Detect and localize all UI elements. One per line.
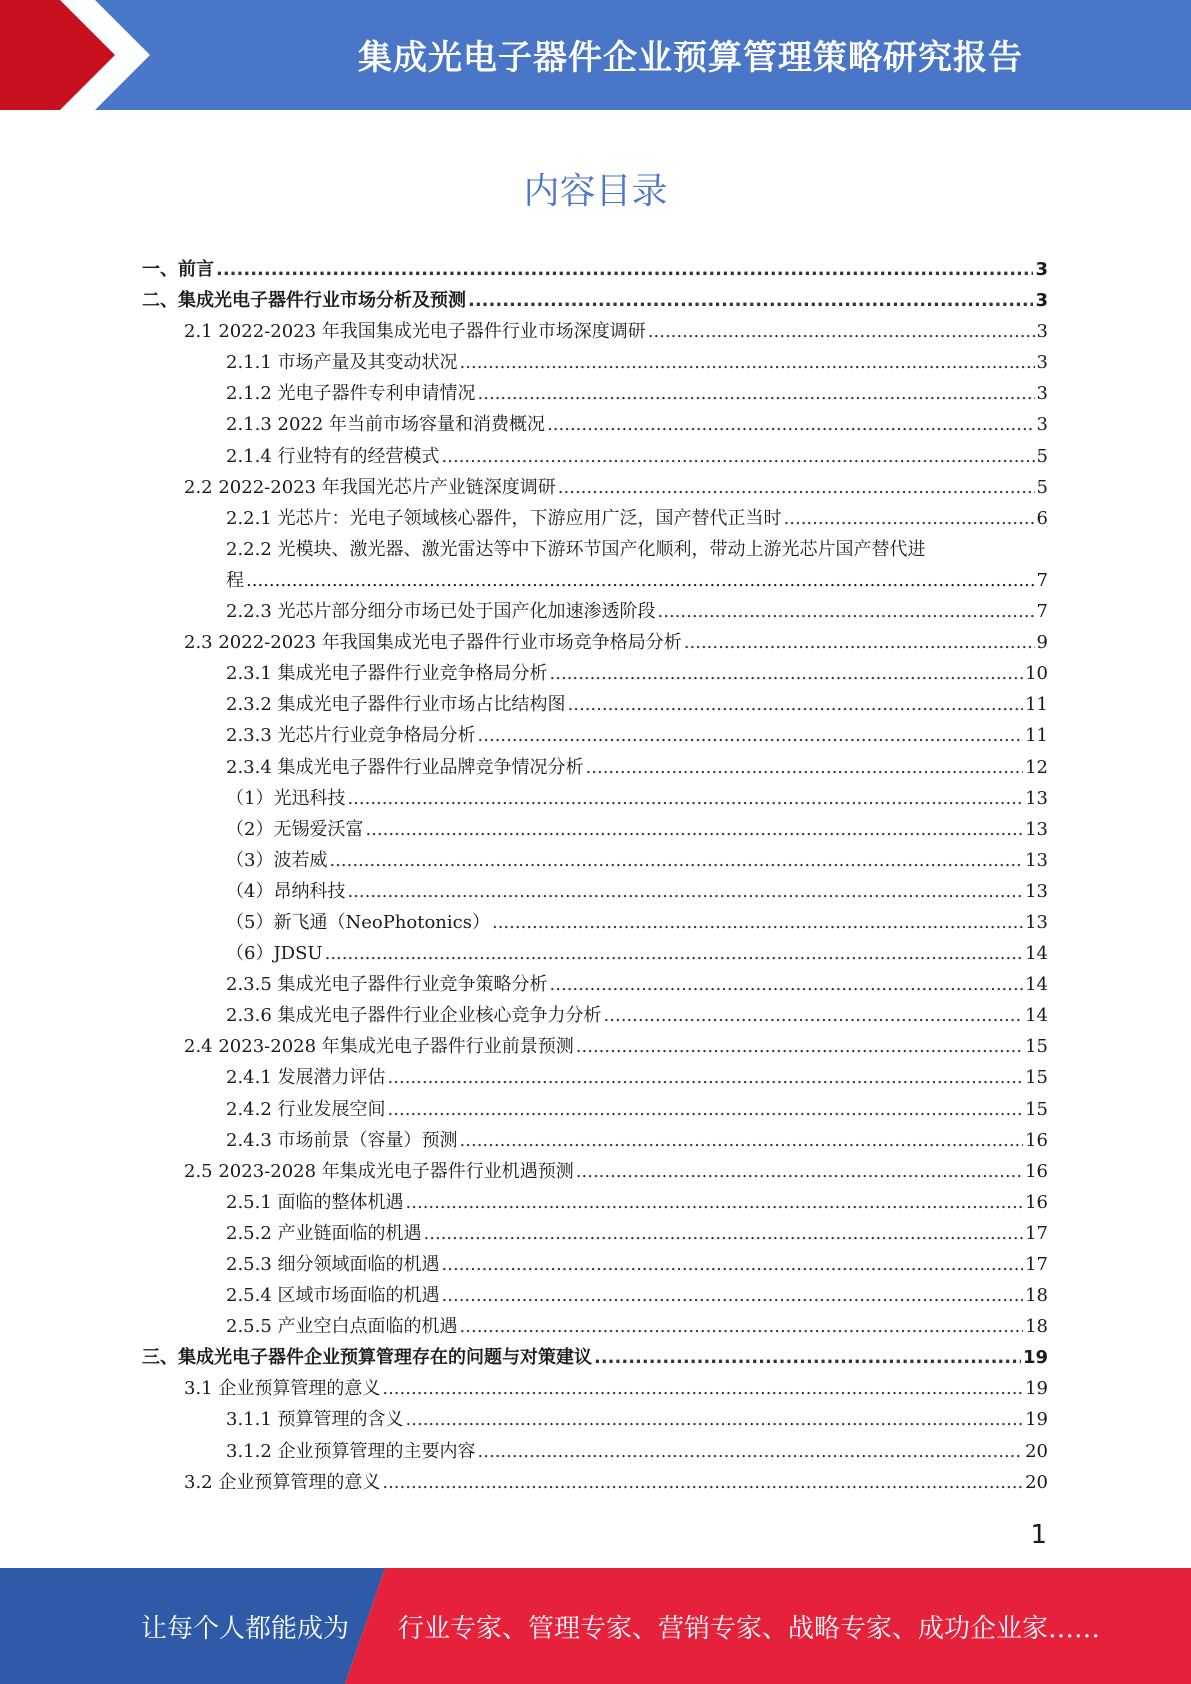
toc-heading: 内容目录 <box>523 171 668 212</box>
toc-entry-text: 2.2.1 光芯片：光电子领域核心器件，下游应用广泛，国产替代正当时 <box>226 507 782 529</box>
toc-leader-dots <box>325 938 1023 969</box>
toc-entry-text: （4）昂纳科技 <box>226 880 346 902</box>
toc-leader-dots <box>442 1280 1024 1311</box>
toc-leader-dots <box>347 876 1023 907</box>
toc-entry[interactable] <box>142 1280 1048 1311</box>
toc-page-number: 11 <box>1025 725 1048 747</box>
toc-page-number: 3 <box>1036 383 1048 405</box>
toc-leader-dots <box>558 472 1035 503</box>
toc-entry-text: （2）无锡爱沃富 <box>226 818 364 840</box>
toc-leader-dots <box>460 1125 1024 1156</box>
toc-entry[interactable] <box>142 316 1048 347</box>
toc-leader-dots <box>388 1094 1024 1125</box>
toc-entry-text: （5）新飞通（NeoPhotonics） <box>226 911 490 933</box>
header-banner <box>0 0 1191 110</box>
arrow-chevron-icon <box>0 0 160 110</box>
toc-page-number: 7 <box>1036 569 1048 591</box>
toc-leader-dots <box>568 689 1024 720</box>
toc-leader-dots <box>442 441 1035 472</box>
toc-entry[interactable] <box>142 876 1048 907</box>
toc-page-number: 14 <box>1025 1005 1048 1027</box>
toc-leader-dots <box>784 503 1035 534</box>
toc-page-number: 18 <box>1025 1285 1048 1307</box>
toc-entry[interactable] <box>142 720 1048 751</box>
toc-entry[interactable] <box>142 1467 1048 1498</box>
toc-leader-dots <box>329 845 1023 876</box>
toc-entry[interactable] <box>142 1218 1048 1249</box>
toc-page-number: 19 <box>1025 1409 1048 1431</box>
toc-page-number: 13 <box>1025 849 1048 871</box>
toc-entry[interactable] <box>142 658 1048 689</box>
toc-entry[interactable] <box>142 503 1048 534</box>
toc-page-number: 16 <box>1025 1191 1048 1213</box>
toc-page-number: 3 <box>1035 290 1048 312</box>
toc-leader-dots <box>648 316 1035 347</box>
toc-page-number: 13 <box>1025 818 1048 840</box>
toc-page-number: 16 <box>1025 1129 1048 1151</box>
toc-leader-dots <box>406 1187 1024 1218</box>
toc-entry-text: 2.3 2022-2023 年我国集成光电子器件行业市场竞争格局分析 <box>184 632 682 654</box>
toc-entry-text: 3.2 企业预算管理的意义 <box>184 1471 381 1493</box>
toc-entry[interactable] <box>142 1000 1048 1031</box>
toc-entry-text: 一、前言 <box>142 259 214 280</box>
toc-entry[interactable] <box>142 1404 1048 1435</box>
toc-page-number: 5 <box>1036 445 1048 467</box>
toc-entry[interactable] <box>142 285 1048 316</box>
toc-entry-text: 2.3.5 集成光电子器件行业竞争策略分析 <box>226 974 548 996</box>
toc-leader-dots <box>424 1218 1024 1249</box>
toc-entry-text: 2.3.1 集成光电子器件行业竞争格局分析 <box>226 663 548 685</box>
toc-entry-text: 2.1.2 光电子器件专利申请情况 <box>226 383 476 405</box>
toc-page-number: 19 <box>1025 1378 1048 1400</box>
toc-entry-text: 2.5.2 产业链面临的机遇 <box>226 1222 422 1244</box>
toc-leader-dots <box>547 409 1034 440</box>
toc-entry-text: 2.3.4 集成光电子器件行业品牌竞争情况分析 <box>226 756 584 778</box>
toc-leader-dots <box>216 254 1033 285</box>
footer-slogan-left: 让每个人都能成为 <box>141 1613 350 1644</box>
toc-entry[interactable] <box>142 938 1048 969</box>
toc-page-number: 3 <box>1036 321 1048 343</box>
toc-leader-dots <box>586 752 1024 783</box>
toc-entry[interactable] <box>142 752 1048 783</box>
toc-page-number: 13 <box>1025 911 1048 933</box>
toc-leader-dots <box>460 347 1035 378</box>
toc-entry-text: （6）JDSU <box>226 943 323 965</box>
toc-page-number: 16 <box>1025 1160 1048 1182</box>
toc-leader-dots <box>594 1342 1021 1373</box>
toc-entry-text: 2.4.2 行业发展空间 <box>226 1098 386 1120</box>
toc-entry[interactable] <box>142 1373 1048 1404</box>
toc-entry-text: 2.3.6 集成光电子器件行业企业核心竞争力分析 <box>226 1005 602 1027</box>
toc-entry-text: 3.1 企业预算管理的意义 <box>184 1378 381 1400</box>
toc-entry[interactable] <box>142 1342 1048 1373</box>
toc-leader-dots <box>468 285 1033 316</box>
toc-leader-dots <box>658 596 1035 627</box>
toc-entry-text: 2.1 2022-2023 年我国集成光电子器件行业市场深度调研 <box>184 321 646 343</box>
toc-leader-dots <box>442 1249 1024 1280</box>
toc-entry-text: （3）波若威 <box>226 849 328 871</box>
toc-entry-text-continued: 程 <box>226 569 244 591</box>
toc-page-number: 7 <box>1036 601 1048 623</box>
toc-page-number: 20 <box>1025 1440 1048 1462</box>
toc-entry-text: 2.5.5 产业空白点面临的机遇 <box>226 1316 458 1338</box>
footer-banner <box>0 1568 1191 1684</box>
toc-entry[interactable] <box>142 596 1048 627</box>
toc-entry[interactable] <box>142 845 1048 876</box>
toc-leader-dots <box>492 907 1023 938</box>
toc-entry[interactable] <box>142 441 1048 472</box>
toc-page-number: 9 <box>1036 632 1048 654</box>
report-title: 集成光电子器件企业预算管理策略研究报告 <box>358 37 1023 78</box>
toc-entry-text: 2.5.1 面临的整体机遇 <box>226 1191 404 1213</box>
toc-page-number: 12 <box>1025 756 1048 778</box>
toc-entry[interactable] <box>142 472 1048 503</box>
toc-page-number: 10 <box>1025 663 1048 685</box>
toc-leader-dots <box>684 627 1035 658</box>
toc-entry[interactable] <box>142 1031 1048 1062</box>
toc-leader-dots <box>576 1031 1023 1062</box>
toc-leader-dots <box>550 658 1024 689</box>
toc-entry-text: 二、集成光电子器件行业市场分析及预测 <box>142 290 466 312</box>
toc-entry-text: 2.3.2 集成光电子器件行业市场占比结构图 <box>226 694 566 716</box>
toc-entry-text: 3.1.2 企业预算管理的主要内容 <box>226 1440 476 1462</box>
toc-page-number: 11 <box>1025 694 1048 716</box>
table-of-contents <box>142 254 1048 1498</box>
toc-entry[interactable] <box>142 409 1048 440</box>
toc-page-number: 3 <box>1036 414 1048 436</box>
toc-entry-text: 2.5.4 区域市场面临的机遇 <box>226 1285 440 1307</box>
toc-leader-dots <box>406 1404 1024 1435</box>
footer-slogan-right: 行业专家、管理专家、营销专家、战略专家、成功企业家…… <box>398 1613 1101 1644</box>
toc-entry[interactable] <box>142 1249 1048 1280</box>
toc-entry-text: 2.4.3 市场前景（容量）预测 <box>226 1129 458 1151</box>
toc-entry[interactable] <box>142 689 1048 720</box>
toc-entry-text: 2.5 2023-2028 年集成光电子器件行业机遇预测 <box>184 1160 574 1182</box>
toc-page-number: 20 <box>1025 1471 1048 1493</box>
toc-entry-text: 3.1.1 预算管理的含义 <box>226 1409 404 1431</box>
toc-page-number: 5 <box>1036 476 1048 498</box>
toc-entry[interactable] <box>142 1187 1048 1218</box>
toc-entry-text: 2.2.2 光模块、激光器、激光雷达等中下游环节国产化顺利，带动上游光芯片国产替代进 <box>226 538 926 560</box>
toc-leader-dots <box>478 1436 1024 1467</box>
toc-leader-dots <box>460 1311 1024 1342</box>
toc-page-number: 15 <box>1025 1036 1048 1058</box>
toc-entry[interactable] <box>142 814 1048 845</box>
toc-entry[interactable] <box>142 254 1048 285</box>
toc-entry-text: （1）光迅科技 <box>226 787 346 809</box>
toc-entry[interactable] <box>142 1125 1048 1156</box>
toc-entry[interactable] <box>142 1062 1048 1093</box>
toc-entry[interactable] <box>142 969 1048 1000</box>
toc-leader-dots <box>478 720 1024 751</box>
toc-page-number: 15 <box>1025 1067 1048 1089</box>
toc-entry-text: 三、集成光电子器件企业预算管理存在的问题与对策建议 <box>142 1347 592 1369</box>
toc-entry[interactable] <box>142 1156 1048 1187</box>
toc-page-number: 6 <box>1036 507 1048 529</box>
toc-entry-text: 2.1.1 市场产量及其变动状况 <box>226 352 458 374</box>
toc-page-number: 17 <box>1025 1254 1048 1275</box>
toc-leader-dots <box>388 1062 1024 1093</box>
toc-entry-text: 2.3.3 光芯片行业竞争格局分析 <box>226 725 476 747</box>
toc-page-number: 14 <box>1025 974 1048 996</box>
toc-entry[interactable] <box>142 534 1048 596</box>
toc-leader-dots <box>347 783 1023 814</box>
toc-entry[interactable] <box>142 347 1048 378</box>
toc-entry[interactable] <box>142 1436 1048 1467</box>
toc-page-number: 13 <box>1025 880 1048 902</box>
toc-entry[interactable] <box>142 1311 1048 1342</box>
toc-entry[interactable] <box>142 907 1048 938</box>
toc-page-number: 17 <box>1025 1222 1048 1244</box>
toc-page-number: 13 <box>1025 787 1048 809</box>
toc-entry[interactable] <box>142 627 1048 658</box>
toc-entry-text: 2.1.3 2022 年当前市场容量和消费概况 <box>226 414 546 436</box>
toc-page-number: 14 <box>1025 943 1048 965</box>
toc-entry-text: 2.4.1 发展潜力评估 <box>226 1067 386 1089</box>
toc-entry[interactable] <box>142 378 1048 409</box>
toc-leader-dots <box>365 814 1023 845</box>
toc-leader-dots <box>382 1467 1023 1498</box>
toc-page-number: 3 <box>1035 259 1048 280</box>
toc-entry-text: 2.2 2022-2023 年我国光芯片产业链深度调研 <box>184 476 556 498</box>
toc-entry[interactable] <box>142 1094 1048 1125</box>
toc-leader-dots <box>604 1000 1024 1031</box>
toc-page-number: 15 <box>1025 1098 1048 1120</box>
toc-leader-dots <box>478 378 1035 409</box>
toc-entry-text: 2.2.3 光芯片部分细分市场已处于国产化加速渗透阶段 <box>226 601 656 623</box>
toc-entry-text: 2.5.3 细分领域面临的机遇 <box>226 1254 440 1275</box>
toc-leader-dots <box>246 565 1035 596</box>
toc-entry-text: 2.4 2023-2028 年集成光电子器件行业前景预测 <box>184 1036 574 1058</box>
toc-entry-text: 2.1.4 行业特有的经营模式 <box>226 445 440 467</box>
toc-page-number: 3 <box>1036 352 1048 374</box>
toc-page-number: 18 <box>1025 1316 1048 1338</box>
page-number: 1 <box>1030 1520 1047 1550</box>
toc-leader-dots <box>576 1156 1023 1187</box>
toc-leader-dots <box>550 969 1024 1000</box>
toc-leader-dots <box>382 1373 1023 1404</box>
toc-page-number: 19 <box>1022 1347 1048 1369</box>
toc-entry[interactable] <box>142 783 1048 814</box>
